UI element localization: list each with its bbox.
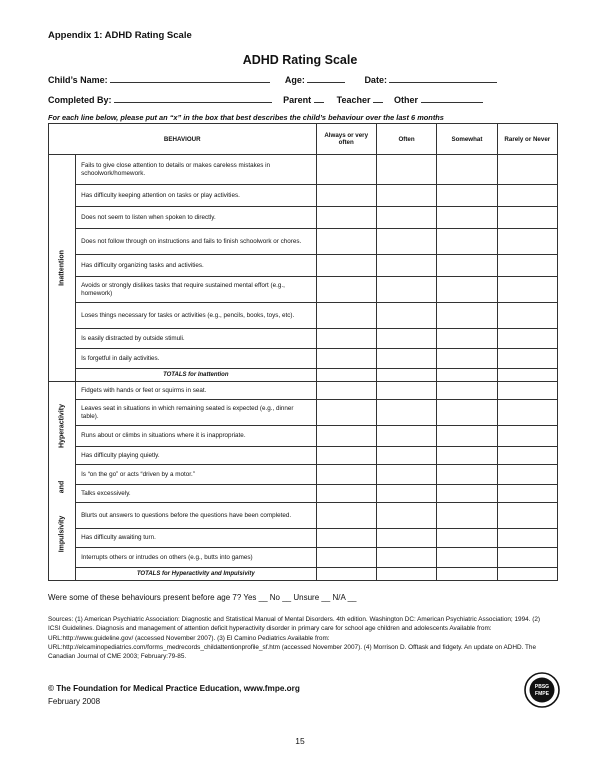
section-label-inattention: Inattention [58,250,66,286]
header-behaviour: BEHAVIOUR [49,124,317,155]
completed-by-field[interactable] [114,93,272,103]
rating-cell-always[interactable] [316,349,376,369]
rating-cell-rarely[interactable] [497,548,557,568]
total-cell-somewhat[interactable] [437,568,497,581]
behaviour-text: Avoids or strongly dislikes tasks that require sustained mental effort (e.g., homework) [76,277,316,303]
rating-cell-rarely[interactable] [497,400,557,426]
teacher-field[interactable] [373,93,383,103]
rating-cell-often[interactable] [376,503,436,529]
rating-cell-often[interactable] [376,329,436,349]
other-label: Other [394,95,419,105]
rating-cell-somewhat[interactable] [437,329,497,349]
behaviour-text: Has difficulty keeping attention on tasks or play activities. [76,185,316,207]
rating-cell-somewhat[interactable] [437,303,497,329]
rating-cell-rarely[interactable] [497,207,557,229]
rating-cell-always[interactable] [316,207,376,229]
rating-cell-rarely[interactable] [497,277,557,303]
total-cell-rarely[interactable] [497,568,557,581]
total-cell-often[interactable] [376,369,436,382]
behaviour-text: Is forgetful in daily activities. [76,349,316,369]
form-fields [48,73,548,105]
section-label-hyperactivity: Hyperactivity [58,403,66,448]
rating-cell-rarely[interactable] [497,303,557,329]
rating-cell-always[interactable] [316,229,376,255]
header-row [49,124,558,155]
rating-cell-rarely[interactable] [497,447,557,465]
table-row [49,426,558,447]
rating-cell-often[interactable] [376,349,436,369]
totals-row-inattention [49,369,558,382]
table-row [49,382,558,400]
rating-cell-often[interactable] [376,465,436,485]
rating-cell-often[interactable] [376,382,436,400]
table-row [49,548,558,568]
header-rarely: Rarely or Never [497,124,557,155]
rating-cell-somewhat[interactable] [437,503,497,529]
rating-cell-somewhat[interactable] [437,155,497,185]
table-row [49,255,558,277]
rating-cell-somewhat[interactable] [437,229,497,255]
rating-cell-often[interactable] [376,207,436,229]
behaviour-text: Has difficulty playing quietly. [76,447,316,465]
table-row [49,447,558,465]
rating-cell-often[interactable] [376,447,436,465]
table-row [49,303,558,329]
page-title: ADHD Rating Scale [242,53,358,67]
rating-cell-often[interactable] [376,426,436,447]
rating-cell-often[interactable] [376,229,436,255]
completed-by-label: Completed By: [48,95,112,105]
behaviour-text: Has difficulty awaiting turn. [76,529,316,548]
table-row [49,465,558,485]
rating-cell-somewhat[interactable] [437,349,497,369]
rating-cell-often[interactable] [376,529,436,548]
rating-cell-always[interactable] [316,185,376,207]
rating-cell-somewhat[interactable] [437,400,497,426]
behaviour-text: Does not follow through on instructions and fails to finish schoolwork or chores. [76,229,316,255]
table-row [49,329,558,349]
header-always: Always or very often [316,124,376,155]
header-often: Often [376,124,436,155]
rating-cell-somewhat[interactable] [437,447,497,465]
rating-cell-often[interactable] [376,485,436,503]
rating-cell-always[interactable] [316,465,376,485]
table-row [49,277,558,303]
table-row [49,185,558,207]
rating-cell-rarely[interactable] [497,329,557,349]
table-row [49,529,558,548]
fmpe-logo [524,672,560,708]
svg-text:PBSG: PBSG [534,684,550,690]
date-label: Date: [364,75,387,85]
rating-cell-rarely[interactable] [497,185,557,207]
rating-cell-always[interactable] [316,303,376,329]
rating-cell-always[interactable] [316,400,376,426]
rating-cell-always[interactable] [316,255,376,277]
rating-cell-rarely[interactable] [497,529,557,548]
rating-cell-always[interactable] [316,329,376,349]
header-somewhat: Somewhat [437,124,497,155]
behaviour-text: Has difficulty organizing tasks and activities. [76,255,316,277]
teacher-label: Teacher [336,95,371,105]
rating-cell-somewhat[interactable] [437,207,497,229]
rating-cell-always[interactable] [316,447,376,465]
footer-organization: © The Foundation for Medical Practice Education, www.fmpe.org [48,684,300,693]
rating-cell-often[interactable] [376,548,436,568]
child-name-label: Child’s Name: [48,75,108,85]
totals-row-hyperactivity [49,568,558,581]
appendix-heading: Appendix 1: ADHD Rating Scale [48,30,192,41]
page-number: 15 [295,736,305,746]
rating-cell-somewhat[interactable] [437,485,497,503]
totals-label-inattention: TOTALS for Inattention [76,369,316,382]
section-inattention [49,155,76,382]
rating-cell-somewhat[interactable] [437,465,497,485]
total-cell-always[interactable] [316,568,376,581]
behaviour-text: Fidgets with hands or feet or squirms in seat. [76,382,316,400]
section-label-and: and [58,480,66,494]
rating-cell-rarely[interactable] [497,503,557,529]
age-label: Age: [284,75,305,85]
section-label-impulsivity: Impulsivity [58,516,66,553]
rating-cell-always[interactable] [316,155,376,185]
behaviour-text: Is easily distracted by outside stimuli. [76,329,316,349]
rating-cell-rarely[interactable] [497,382,557,400]
table-row [49,485,558,503]
behaviour-text: Leaves seat in situations in which remaining seated is expected (e.g., dinner table). [76,400,316,426]
date-field[interactable] [389,73,497,83]
behaviour-text: Is “on the go” or acts “driven by a motor.” [76,465,316,485]
rating-cell-somewhat[interactable] [437,277,497,303]
rating-cell-often[interactable] [376,185,436,207]
rating-cell-somewhat[interactable] [437,529,497,548]
rating-cell-somewhat[interactable] [437,255,497,277]
age-field[interactable] [307,73,345,83]
rating-cell-often[interactable] [376,277,436,303]
table-row [49,400,558,426]
rating-cell-somewhat[interactable] [437,548,497,568]
parent-field[interactable] [314,93,324,103]
rating-cell-rarely[interactable] [497,229,557,255]
footer-date: February 2008 [48,697,101,706]
behaviour-text: Talks excessively. [76,485,316,503]
behaviour-text: Interrupts others or intrudes on others (e.g., butts into games) [76,548,316,568]
instructions: For each line below, please put an “x” in the box that best describes the child’s behaviour over the last 6 months [48,113,444,122]
rating-cell-always[interactable] [316,548,376,568]
rating-cell-rarely[interactable] [497,255,557,277]
child-name-field[interactable] [110,73,270,83]
behaviour-text: Does not seem to listen when spoken to directly. [76,207,316,229]
onset-question: Were some of these behaviours present before age 7? Yes __ No __ Unsure __ N/A __ [48,593,357,602]
table-row [49,207,558,229]
rating-cell-rarely[interactable] [497,155,557,185]
totals-label-hyperactivity: TOTALS for Hyperactivity and Impulsivity [76,568,316,581]
table-row [49,503,558,529]
behaviour-text: Blurts out answers to questions before the questions have been completed. [76,503,316,529]
total-cell-rarely[interactable] [497,369,557,382]
rating-cell-often[interactable] [376,255,436,277]
rating-cell-rarely[interactable] [497,465,557,485]
svg-text:FMPE: FMPE [535,691,549,697]
behaviour-text: Runs about or climbs in situations where it is inappropriate. [76,426,316,447]
table-row [49,349,558,369]
behaviour-text: Fails to give close attention to details or makes careless mistakes in schoolwork/homework. [76,155,316,185]
other-field[interactable] [421,93,483,103]
rating-cell-always[interactable] [316,485,376,503]
section-hyperactivity [49,382,76,581]
sources-text: Sources: (1) American Psychiatric Association: Diagnostic and Statistical Manual of Mental Disorders. 4th edition. Washington DC: American Psychiatric Association; 1994. (2) ICSI Guidelines. Diagnosis and management of attention deficit hyperactivity disorder in primary care for school age children and adolescents Available from: URL:http://www.guideline.gov/ (accessed November 2007). (3) El Camino Pediatrics Available from: URL:http://elcaminopediatrics.com/forms_medrecords_childattentionprofile_sf.htm (accessed November 2007). (4) Morrison D. Offtask and fidgety. An update on ADHD. The Canadian Journal of CME 2003; February:79-85. [48,616,541,661]
rating-cell-always[interactable] [316,277,376,303]
rating-cell-rarely[interactable] [497,485,557,503]
rating-cell-somewhat[interactable] [437,185,497,207]
rating-cell-always[interactable] [316,529,376,548]
rating-cell-rarely[interactable] [497,349,557,369]
rating-cell-often[interactable] [376,155,436,185]
behaviour-text: Loses things necessary for tasks or activities (e.g., pencils, books, toys, etc). [76,303,316,329]
rating-table [48,123,558,581]
rating-cell-somewhat[interactable] [437,382,497,400]
total-cell-somewhat[interactable] [437,369,497,382]
table-row [49,229,558,255]
table-row [49,155,558,185]
rating-cell-often[interactable] [376,400,436,426]
rating-cell-often[interactable] [376,303,436,329]
rating-cell-somewhat[interactable] [437,426,497,447]
total-cell-always[interactable] [316,369,376,382]
rating-cell-always[interactable] [316,426,376,447]
total-cell-often[interactable] [376,568,436,581]
parent-label: Parent [283,95,312,105]
rating-cell-always[interactable] [316,382,376,400]
rating-cell-rarely[interactable] [497,426,557,447]
rating-cell-always[interactable] [316,503,376,529]
